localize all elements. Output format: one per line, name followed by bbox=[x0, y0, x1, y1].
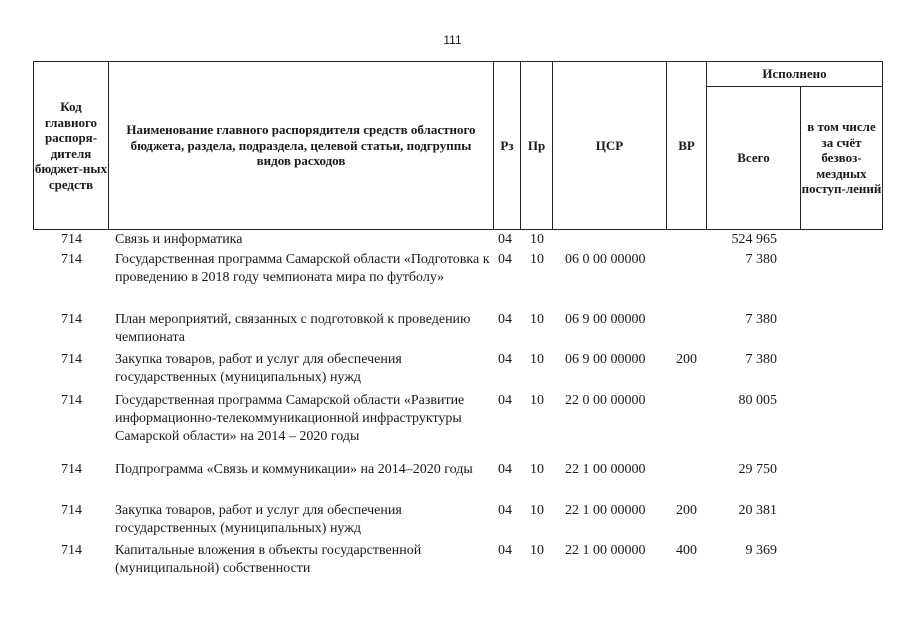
cell-code: 714 bbox=[61, 462, 82, 477]
cell-pr: 10 bbox=[530, 232, 544, 247]
cell-rz: 04 bbox=[498, 352, 512, 367]
cell-total: 20 381 bbox=[738, 503, 777, 518]
cell-code: 714 bbox=[61, 232, 82, 247]
cell-rz: 04 bbox=[498, 503, 512, 518]
cell-pr: 10 bbox=[530, 543, 544, 558]
table-header bbox=[33, 61, 883, 230]
cell-code: 714 bbox=[61, 543, 82, 558]
cell-pr: 10 bbox=[530, 252, 544, 267]
cell-vr: 400 bbox=[676, 543, 697, 558]
cell-total: 7 380 bbox=[745, 312, 777, 327]
cell-code: 714 bbox=[61, 393, 82, 408]
cell-vr: 200 bbox=[676, 503, 697, 518]
cell-name: Государственная программа Самарской области «Подготовка к проведению в 2018 году чемпионата мира по футболу» bbox=[115, 252, 490, 285]
header-csr: ЦСР bbox=[595, 137, 624, 153]
cell-csr: 22 1 00 00000 bbox=[565, 503, 646, 518]
cell-rz: 04 bbox=[498, 312, 512, 327]
cell-name: Капитальные вложения в объекты государственной (муниципальной) собственности bbox=[115, 543, 422, 576]
cell-csr: 06 9 00 00000 bbox=[565, 352, 646, 367]
header-executed: Исполнено bbox=[762, 66, 827, 82]
cell-total: 9 369 bbox=[745, 543, 777, 558]
cell-csr: 22 0 00 00000 bbox=[565, 393, 646, 408]
header-pr: Пр bbox=[527, 137, 546, 153]
cell-name: Связь и информатика bbox=[115, 232, 243, 247]
cell-pr: 10 bbox=[530, 352, 544, 367]
cell-csr: 22 1 00 00000 bbox=[565, 543, 646, 558]
cell-csr: 06 0 00 00000 bbox=[565, 252, 646, 267]
cell-name: Закупка товаров, работ и услуг для обеспечения государственных (муниципальных) нужд bbox=[115, 352, 402, 385]
cell-code: 714 bbox=[61, 252, 82, 267]
cell-pr: 10 bbox=[530, 312, 544, 327]
cell-code: 714 bbox=[61, 503, 82, 518]
cell-code: 714 bbox=[61, 312, 82, 327]
cell-csr: 22 1 00 00000 bbox=[565, 462, 646, 477]
cell-name: План мероприятий, связанных с подготовкой к проведению чемпионата bbox=[115, 312, 471, 345]
cell-rz: 04 bbox=[498, 232, 512, 247]
header-including: в том числе за счёт безвоз-мездных поступ-лений bbox=[801, 119, 882, 197]
cell-name: Государственная программа Самарской области «Развитие информационно-телекоммуникационной инфраструктуры Самарской области» на 2014 – 2020 годы bbox=[115, 393, 465, 444]
cell-name: Подпрограмма «Связь и коммуникации» на 2014–2020 годы bbox=[115, 462, 473, 477]
cell-total: 80 005 bbox=[738, 393, 777, 408]
cell-total: 524 965 bbox=[731, 232, 777, 247]
cell-rz: 04 bbox=[498, 393, 512, 408]
cell-pr: 10 bbox=[530, 462, 544, 477]
cell-rz: 04 bbox=[498, 543, 512, 558]
cell-total: 7 380 bbox=[745, 252, 777, 267]
header-rz: Рз bbox=[500, 137, 514, 153]
header-code: Код главного распоря-дителя бюджет-ных средств bbox=[34, 99, 108, 192]
cell-pr: 10 bbox=[530, 503, 544, 518]
header-total: Всего bbox=[737, 150, 770, 166]
header-vr: ВР bbox=[678, 137, 695, 153]
cell-csr: 06 9 00 00000 bbox=[565, 312, 646, 327]
cell-name: Закупка товаров, работ и услуг для обеспечения государственных (муниципальных) нужд bbox=[115, 503, 402, 536]
cell-rz: 04 bbox=[498, 252, 512, 267]
page-number: 111 bbox=[443, 33, 462, 47]
cell-pr: 10 bbox=[530, 393, 544, 408]
cell-rz: 04 bbox=[498, 462, 512, 477]
cell-total: 7 380 bbox=[745, 352, 777, 367]
cell-code: 714 bbox=[61, 352, 82, 367]
cell-total: 29 750 bbox=[738, 462, 777, 477]
header-name: Наименование главного распорядителя средств областного бюджета, раздела, подраздела, целевой статьи, подгруппы видов расходов bbox=[126, 122, 476, 169]
cell-vr: 200 bbox=[676, 352, 697, 367]
